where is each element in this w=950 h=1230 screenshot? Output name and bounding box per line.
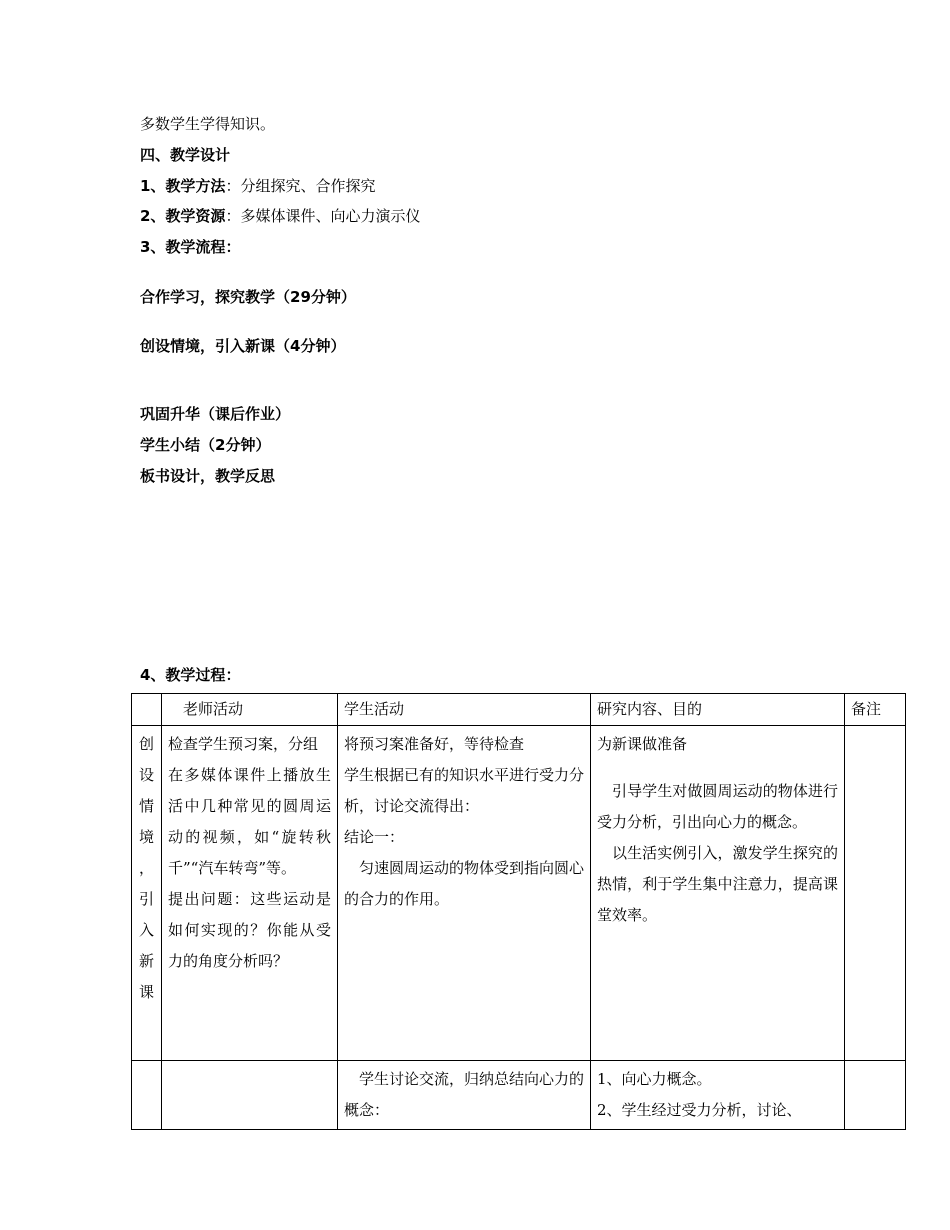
teacher-text-3: 提出问题：这些运动是如何实现的？你能从受力的角度分析吗？ [168,890,331,970]
teacher-text-2: 在多媒体课件上播放生活中几种常见的圆周运动的视频，如“旋转秋千”“汽车转弯”等。 [168,766,331,877]
student-header: 学生活动 [338,694,591,726]
stage-cell-2 [132,1061,162,1130]
student-text-1: 将预习案准备好，等待检查 [344,735,525,753]
student-activity-cell [338,726,591,1061]
teacher-activity-cell [162,726,338,1061]
section-heading: 四、教学设计 [140,146,231,164]
flow-step-2: 创设情境，引入新课（4分钟） [140,337,346,355]
table-header-row [132,694,906,726]
teaching-process-table [131,693,906,1130]
teacher-activity-cell-2 [162,1061,338,1130]
table-row [132,1061,906,1130]
teacher-text-1: 检查学生预习案，分组 [168,735,319,753]
flow-step-5: 板书设计，教学反思 [140,467,276,485]
teacher-header: 老师活动 [162,694,338,726]
flow-heading: 3、教学流程： [140,238,241,256]
stage-header-cell [132,694,162,726]
note-cell [845,726,906,1061]
stage-cell: 创 设 情 境 ， 引 入 新 课 [132,726,162,1061]
method-line: 1、教学方法：分组探究、合作探究 [140,177,376,195]
table-row [132,726,906,1061]
note-header: 备注 [845,694,906,726]
flow-step-1: 合作学习，探究教学（29分钟） [140,288,356,306]
student-text-3: 结论一： [344,828,405,846]
student-activity-cell-2: 学生讨论交流，归纳总结向心力的概念： [338,1061,591,1130]
method-label: 1、教学方法 [140,177,226,195]
note-cell-2 [845,1061,906,1130]
resource-value: 多媒体课件、向心力演示仪 [240,207,421,225]
resource-label: 2、教学资源 [140,207,226,225]
process-heading: 4、教学过程： [140,666,241,684]
purpose-row2-text-1: 1、向心力概念。 [597,1070,712,1088]
intro-tail: 多数学生学得知识。 [140,115,276,133]
student-text-4: 匀速圆周运动的物体受到指向圆心的合力的作用。 [344,859,585,908]
flow-step-4: 学生小结（2分钟） [140,436,271,454]
student-text-2: 学生根据已有的知识水平进行受力分析，讨论交流得出： [344,766,585,815]
purpose-text-1: 为新课做准备 [597,735,688,753]
purpose-text-3: 以生活实例引入，激发学生探究的热情，利于学生集中注意力，提高课堂效率。 [597,844,838,924]
method-value: 分组探究、合作探究 [240,177,376,195]
flow-step-3: 巩固升华（课后作业） [140,405,291,423]
resource-line: 2、教学资源：多媒体课件、向心力演示仪 [140,207,421,225]
purpose-cell [591,726,845,1061]
purpose-text-2: 引导学生对做圆周运动的物体进行受力分析，引出向心力的概念。 [597,782,838,831]
purpose-cell-2 [591,1061,845,1130]
purpose-row2-text-2: 2、学生经过受力分析，讨论、 [597,1101,802,1119]
purpose-header: 研究内容、目的 [591,694,845,726]
